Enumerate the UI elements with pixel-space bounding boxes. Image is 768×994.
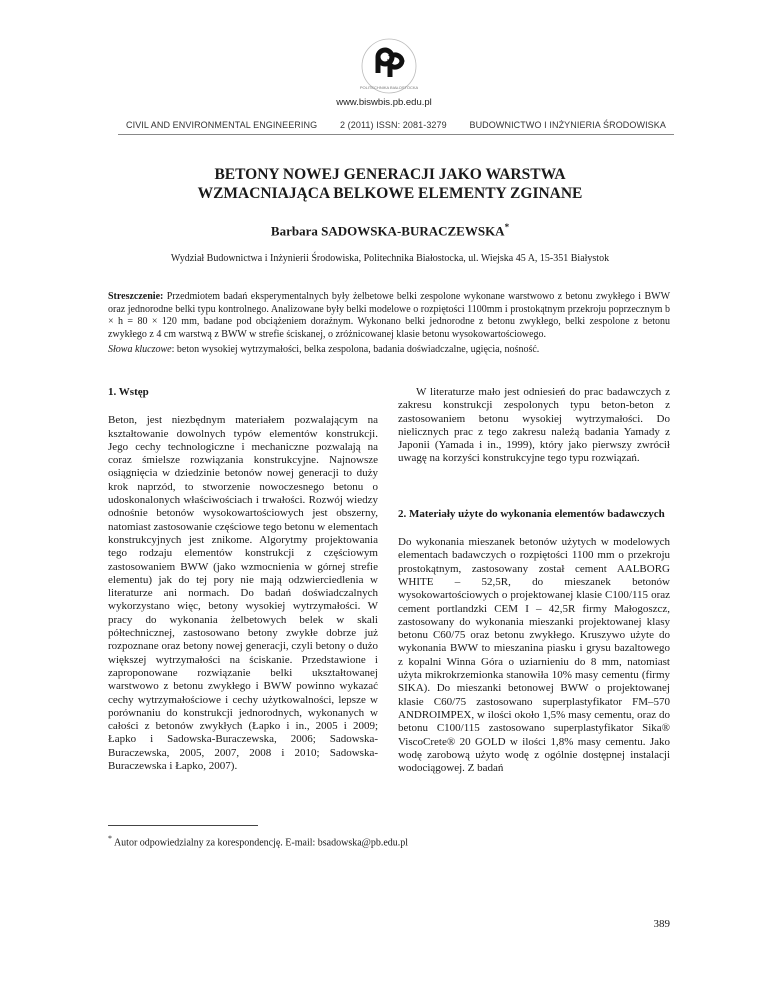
section-2-heading: 2. Materiały użyte do wykonania elementów badawczych [398, 507, 665, 520]
article-title: BETONY NOWEJ GENERACJI JAKO WARSTWA WZMACNIAJĄCA BELKOWE ELEMENTY ZGINANE [197, 166, 583, 202]
abstract [108, 291, 670, 342]
abstract-text: Przedmiotem badań eksperymentalnych były żelbetowe belki zespolone wykonane warstwowo z betonu zwykłego i BWW oraz jednorodne belki typu kontrolnego. Analizowane były belki modelowe o rozpiętości 1100mm i prostokątnym przekroju poprzecznym b × h = 80 × 120 mm, badane pod obciążeniem doraźnym. Wykonano belki jednorodne z betonu zwykłego, belki zespolone z betonu zwykłego z 4 cm warstwą z BWW w strefie ściskanej, o zróżnicowanej klasie betonu wysokowartościowego. [108, 291, 671, 341]
keywords-label: Słowa kluczowe [108, 344, 172, 355]
section-1-heading: 1. Wstęp [108, 386, 149, 398]
section-1-paragraph: Beton, jest niezbędnym materiałem pozwalającym na kształtowanie dowolnych typów elementów konstrukcji. Jego cechy technologiczne i mechaniczne pozwalają na coraz śmielsze rozwiązania konstrukcyjne. Najnowsze osiągnięcia w dziedzinie betonów nowej generacji to duży krok naprzód, to stworzenie nowoczesnego betonu o udoskonalonych właściwościach i trwałości. Rozwój wiedzy odnośnie betonów wysokowartościowych jest obszerny, natomiast zastosowanie częściowe tego betonu w elementach konstrukcyjnych jest znikome. Algorytmy projektowania tego rodzaju elementów konstrukcji z częściowym zastosowaniem BWW (jako wzmocnienia w górnej strefie elementu) jak do tej pory nie mają odzwierciedlenia w literaturze ani normach. Do badań doświadczalnych wykorzystano więc, betony wysokiej wytrzymałości. W pracy do wykonania żelbetowych belek w skali półtechnicznej, zastosowano betony zwykłe dobrze już rozpoznane oraz betony nowej generacji, czyli betony o dużo większej wytrzymałości na ściskanie. Przedstawione i zaproponowane rozwiązanie belki ukształtowanej warstwowo z betonu zwykłego i BWW powinno wykazać cechy wytrzymałościowe i cechy użytkowalności, lepsze w porównaniu do konstrukcji jednorodnych, wykonanych w całości z betonów zwykłych (Łapko i in., 2005 i 2009; Łapko i Sadowska-Buraczewska, 2006; Sadowska-Buraczewska, 2005, 2007, 2008 i 2010; Sadowska-Buraczewska i Łapko, 2007). [108, 414, 379, 773]
journal-name-pl: BUDOWNICTWO I INŻYNIERIA ŚRODOWISKA [469, 120, 666, 130]
keywords [108, 344, 670, 355]
right-column [398, 386, 670, 775]
journal-name-en: CIVIL AND ENVIRONMENTAL ENGINEERING [126, 120, 318, 130]
issue-issn: 2 (2011) ISSN: 2081-3279 [339, 120, 447, 130]
abstract-label: Streszczenie: [108, 291, 164, 302]
page-number: 389 [653, 918, 670, 930]
footnote-mark: * [108, 834, 112, 843]
journal-url[interactable]: www.biswbis.pb.edu.pl [336, 97, 432, 108]
section-2-paragraph: Do wykonania mieszanek betonów użytych w modelowych elementach badawczych o rozpiętości 1100 mm o przekroju prostokątnym, zastosowany został cement AALBORG WHITE – 52,5R, do mieszanek betonów wysokowartościowych o projektowanej klasie C100/115 oraz cement portlandzki CEM I – 42,5R firmy Małogoszcz, zastosowany do wykonania mieszanki projektowanej klasy betonu C60/75 oraz betonu zwykłego. Kruszywo użyte do wykonania BWW to mieszanina piasku i grysu bazaltowego z kopalni Winna Góra o uziarnieniu do 8 mm, natomiast użyta mikrokrzemionka stanowiła 10% masy cementu (firmy SIKA). Do mieszanki betonowej BWW o projektowanej klasie C60/75 zastosowano superplastyfikator FM–570 ANDROIMPEX, w ilości około 1,5% masy cementu, oraz do betonu C100/115 zastosowano superplastyfikator Sika® ViscoCrete® 20 GOLD w ilości 1,8% masy cementu. Jako wodę zarobową użyto wodę z ogólnie dostępnej instalacji wodociągowej. Z badań [398, 536, 670, 775]
header-divider [118, 134, 674, 135]
author: Barbara SADOWSKA-BURACZEWSKA* [270, 222, 510, 239]
section-1-paragraph-2: W literaturze mało jest odniesień do prac badawczych z zakresu konstrukcji zespolonych typu beton-beton z zastosowaniem betonu wysokiej wytrzymałości. Do nielicznych prac z tego zakresu należą badania Yamady z Japonii (Yamada i in., 1999), który jako pierwszy zwrócił uwagę na korzyści konstrukcyjne tego typu rozwiązań. [398, 386, 670, 465]
left-column [108, 386, 378, 773]
university-logo [360, 37, 418, 95]
footnote-divider [108, 825, 258, 826]
svg-text:POLITECHNIKA BIAŁOSTOCKA: POLITECHNIKA BIAŁOSTOCKA [360, 85, 418, 90]
footnote-text: Autor odpowiedzialny za korespondencję. E-mail: bsadowska@pb.edu.pl [113, 837, 409, 849]
affiliation: Wydział Budownictwa i Inżynierii Środowiska, Politechnika Białostocka, ul. Wiejska 45 A, 15-351 Białystok [170, 253, 610, 264]
author-footnote-mark: * [504, 222, 510, 232]
footnote [108, 834, 668, 848]
keywords-text: : beton wysokiej wytrzymałości, belka zespolona, badania doświadczalne, ugięcia, nośność. [171, 344, 540, 355]
running-header [126, 120, 666, 130]
